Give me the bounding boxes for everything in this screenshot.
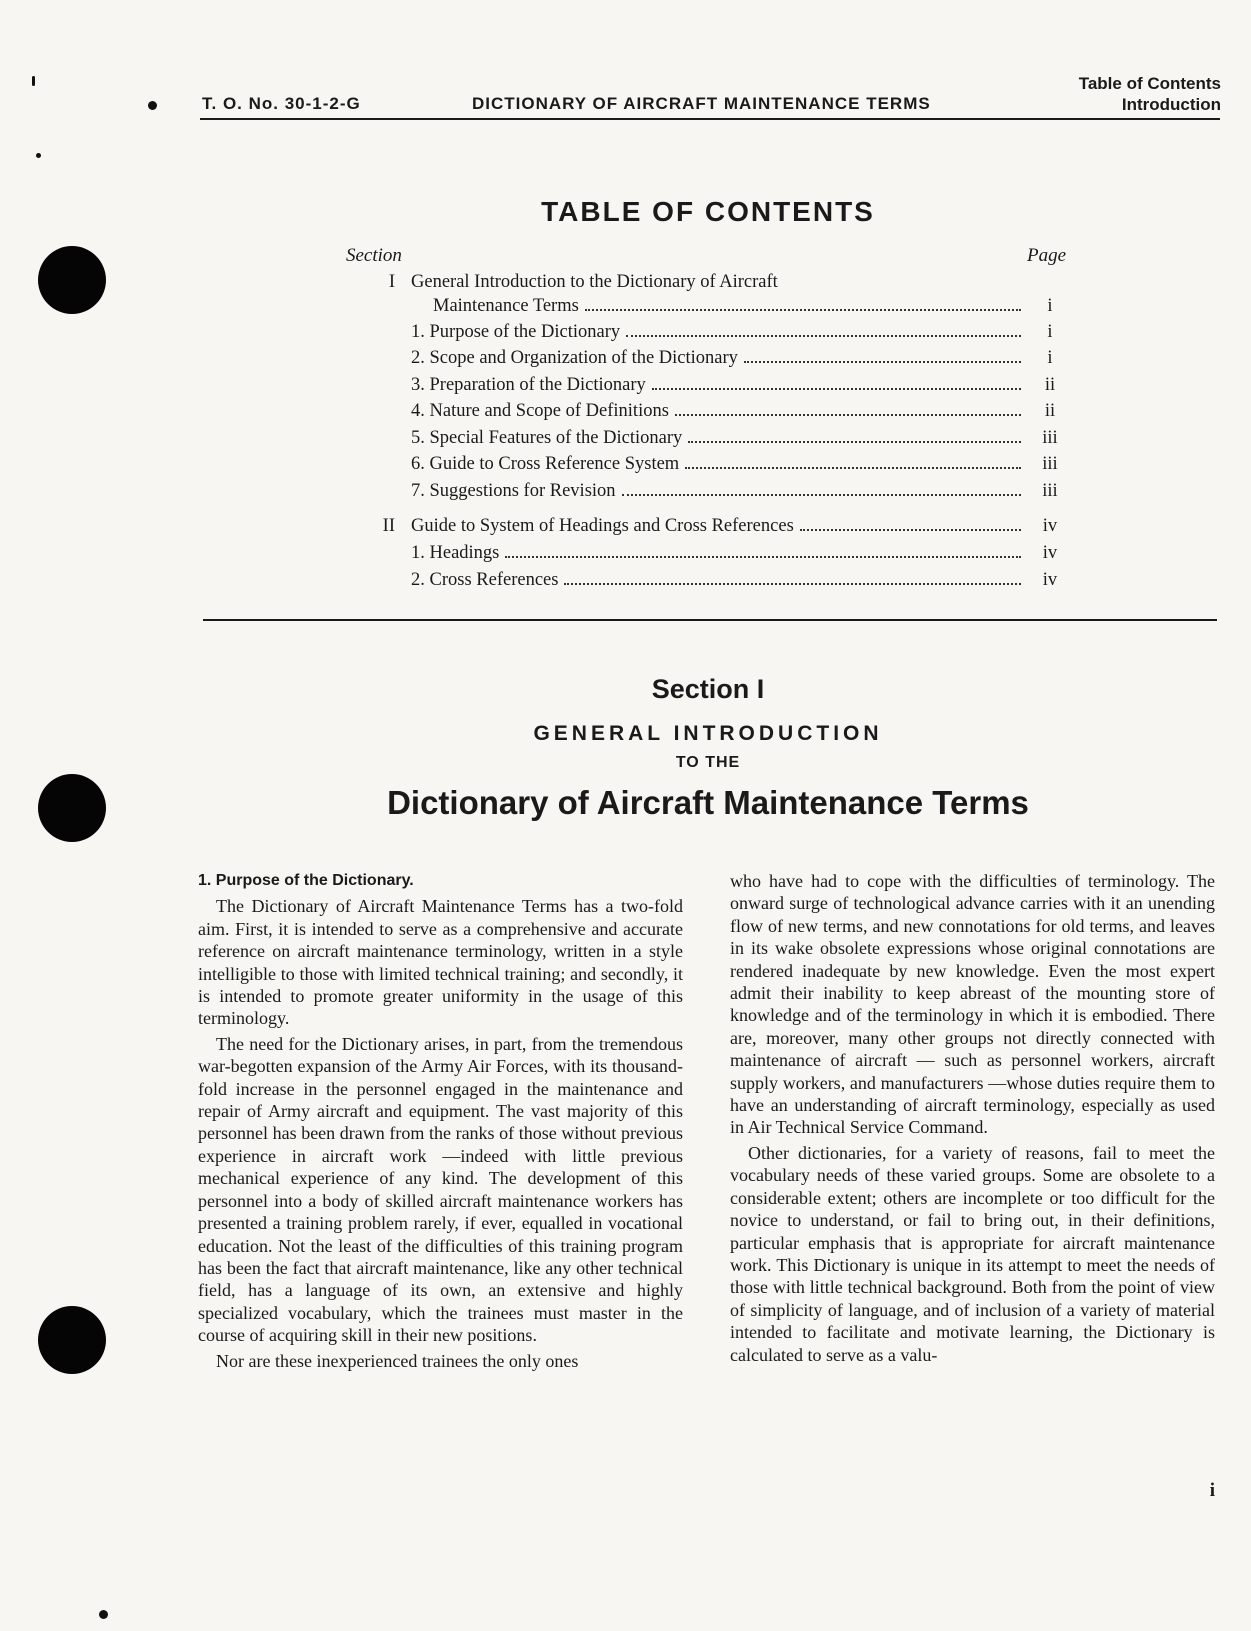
page-speck [99,1610,108,1619]
leader-dots [800,529,1021,531]
toc-section-1-page: i [1047,296,1053,316]
body-paragraph: The need for the Dictionary arises, in part, from the tremendous war-begotten expansion of the Army Air Forces, with its thousand-fold increase in the personnel engaged in the maintenance and repair of Army aircraft and equipment. The vast majority of this personnel has been drawn from the ranks of those without previous experience in aircraft work —indeed with little previous mechanical experience of any kind. The development of this personnel into a body of skilled aircraft maintenance workers has presented a training problem rarely, if ever, equalled in vocational education. Not the least of the difficulties of this training program has been the fact that aircraft maintenance, like any other technical field, has a language of its own, an extensive and highly specialized vocabulary, which the trainees must master in the course of acquiring skill in their new positions. [198,1033,683,1346]
toc-section-2-title [345,514,1065,538]
section-title-line2: TO THE [675,754,741,771]
toc-item [345,452,1065,476]
toc-item-page: iv [1042,570,1058,590]
toc-title: TABLE OF CONTENTS [541,196,875,227]
toc-item-page: ii [1044,401,1056,421]
leader-dots [685,467,1021,469]
leader-dots [626,335,1021,337]
toc-item [345,541,1065,565]
toc-item [345,373,1065,397]
body-paragraph: Nor are these inexperienced trainees the only ones [216,1350,579,1371]
header-right-line2: Introduction [1121,95,1221,114]
binding-hole-top [38,246,106,314]
page-speck [36,153,41,158]
toc-item-label: 2. Scope and Organization of the Dictionary [411,348,738,368]
body-paragraph: Other dictionaries, for a variety of reasons, fail to meet the vocabulary needs of these varied groups. Some are obsolete to a considerable extent; others are incomplete or too difficult for the novice to understand, or fail to bring out, in their definitions, particular emphasis that is appropriate for aircraft maintenance work. This Dictionary is unique in its attempt to meet the needs of those with little technical background. Both from the point of view of simplicity of language, and of inclusion of a variety of material intended to facilitate and motivate learning, the Dictionary is calculated to serve as a valu- [730,1142,1215,1365]
leader-dots [622,494,1021,496]
section-divider [203,619,1217,621]
toc-item-label: 7. Suggestions for Revision [411,481,616,501]
to-number: T. O. No. 30-1-2-G [202,94,361,113]
header-section-labels [1079,73,1221,115]
toc-section-1-title-text: General Introduction to the Dictionary of Aircraft [411,272,778,292]
leader-dots [564,583,1021,585]
running-title: DICTIONARY OF AIRCRAFT MAINTENANCE TERMS [472,94,931,113]
toc-item-label: 6. Guide to Cross Reference System [411,454,680,474]
toc-item [345,320,1065,344]
toc-section-1-title-cont-text: Maintenance Terms [433,296,579,316]
toc-item-page: iii [1042,481,1058,501]
section-title-line3: Dictionary of Aircraft Maintenance Terms [387,784,1029,821]
toc-section-1-title-cont [345,294,1065,318]
toc-section-2-roman: II [382,516,395,536]
toc-item-label: 4. Nature and Scope of Definitions [411,401,669,421]
toc-item-page: i [1047,322,1053,342]
section-number: Section I [651,674,765,704]
page-speck [148,101,157,110]
body-column-left [198,870,683,1372]
toc-item-page: iv [1042,543,1058,563]
toc-item-page: ii [1044,375,1056,395]
leader-dots [675,414,1021,416]
toc-section-2-page: iv [1042,516,1058,536]
toc-item-label: 1. Headings [411,543,500,563]
page-speck [32,76,35,86]
section-title-line1: GENERAL INTRODUCTION [533,722,883,745]
toc-item-page: iii [1042,428,1058,448]
leader-dots [505,556,1021,558]
leader-dots [585,309,1021,311]
body-paragraph: The Dictionary of Aircraft Maintenance Terms has a two-fold aim. First, it is intended to serve as a comprehensive and accurate reference on aircraft maintenance terminology, written in a style intelligible to those with limited technical training; and secondly, it is intended to promote greater uniformity in the usage of this terminology. [198,896,683,1029]
toc-item-label: 2. Cross References [411,570,559,590]
body-column-right [730,870,1215,1366]
toc-item-label: 1. Purpose of the Dictionary [411,322,621,342]
leader-dots [652,388,1021,390]
toc-item [345,568,1065,592]
body-paragraph: who have had to cope with the difficulties of terminology. The onward surge of technological advance carries with it an unending flow of new terms, and new connotations for old terms, and leaves in its wake obsolete expressions whose original connotations are rendered inadequate by new knowledge. Even the most expert admit their inability to keep abreast of the mounting store of knowledge and of the terminology in which it is embodied. There are, moreover, many other groups not directly connected with maintenance of aircraft — such as personnel workers, aircraft supply workers, and manufacturers —whose duties require them to have an understanding of aircraft terminology, especially as used in Air Technical Service Command. [730,871,1215,1138]
toc-item-page: i [1047,348,1053,368]
toc-section-1-title [345,270,1065,294]
toc-section-label: Section [346,245,402,266]
toc-item [345,346,1065,370]
leader-dots [744,361,1021,363]
toc-item-page: iii [1042,454,1058,474]
toc-item [345,399,1065,423]
binding-hole-bottom [38,1306,106,1374]
leader-dots [688,441,1021,443]
toc-section-1-roman: I [388,272,395,292]
page-number: i [1209,1480,1215,1501]
toc-section-2-title-text: Guide to System of Headings and Cross References [411,516,794,536]
toc-page-label: Page [1027,245,1067,266]
toc-item [345,479,1065,503]
toc-item-label: 5. Special Features of the Dictionary [411,428,683,448]
toc-item [345,426,1065,450]
header-rule [200,118,1220,120]
header-right-line1: Table of Contents [1078,74,1221,93]
toc-item-label: 3. Preparation of the Dictionary [411,375,646,395]
para-heading: 1. Purpose of the Dictionary. [198,872,414,889]
